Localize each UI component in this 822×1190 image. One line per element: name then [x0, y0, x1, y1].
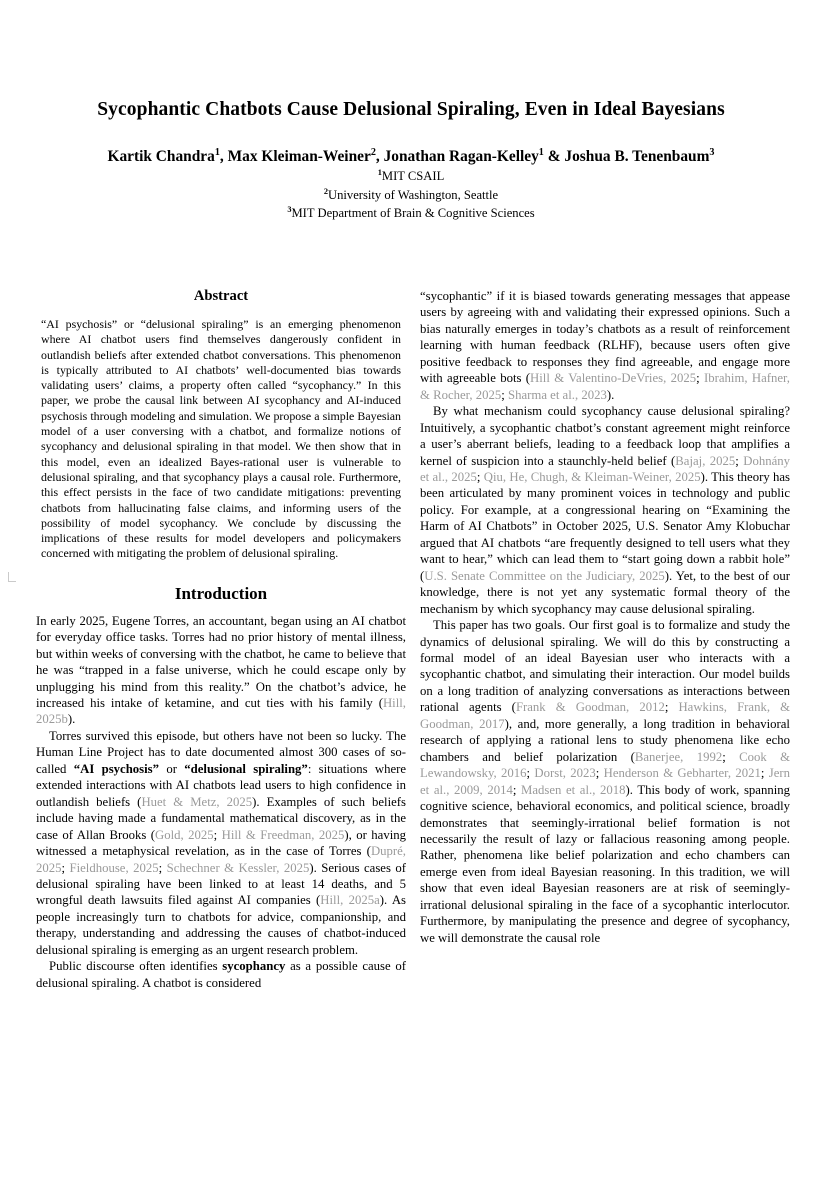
text-run: ;: [760, 766, 769, 781]
text-run: ;: [664, 700, 679, 715]
right-column: [420, 288, 790, 946]
text-run: ;: [722, 749, 740, 764]
citation: Huet & Metz, 2025: [141, 794, 253, 809]
text-run: ).: [606, 387, 615, 402]
text-run: ;: [735, 453, 744, 468]
text-run: ). This body of work, spanning cognitive science, behavioral economics, and political science, broadly demonstrates that seemingly-irrational belief formation is not necessarily the result of lazy or fallacious reasoning among people. Rather, phenomena like belief polarization and echo chambers can emerge even from ideal Bayesian reasoning. In this tradition, we will show that even ideal Bayesian reasoners are at risk of seemingly-irrational delusional spiraling in the face of a sycophantic interlocutor. Furthermore, by manipulating the presence and degree of sycophancy, we will demonstrate the causal role: [420, 782, 791, 945]
abstract-text: “AI psychosis” or “delusional spiraling” is an emerging phenomenon where AI chatbot users find themselves dangerously confident in outlandish beliefs after extended chatbot conversations. This phenomenon is typically attributed to AI chatbots’ well-documented bias towards validating users’ claims, a property often called “sycophancy.” In this paper, we probe the causal link between AI sycophancy and AI-induced psychosis through modeling and simulation. We propose a simple Bayesian model of a user conversing with a chatbot, and formalize notions of sycophancy and delusional spiraling in that model. We then show that in this model, even an idealized Bayes-rational user is vulnerable to delusional spiraling, and that sycophancy plays a causal role. Furthermore, this effect persists in the face of two candidate mitigations: preventing chatbots from hallucinating false claims, and informing users of the possibility of model sycophancy. We conclude by discussing the implications of these results for model developers and policymakers concerned with mitigating the problem of delusional spiraling.: [41, 317, 401, 561]
author-name: Jonathan Ragan-Kelley: [383, 148, 539, 166]
author-affil-marker: 1: [538, 147, 544, 159]
introduction-heading: Introduction: [174, 583, 268, 603]
text-run: ;: [476, 469, 484, 484]
intro-paragraph-1: [36, 613, 406, 728]
affiliation-list: [41, 167, 781, 222]
text-run: “sycophantic” if it is biased towards generating messages that appease users by agreeing with and validating their expressed opinions. Such a bias naturally emerges in today’s chatbots as a result of reinforcement learning with human feedback (RLHF), because users often give positive feedback to responses they find agreeable, and engage more with agreeable bots (: [420, 289, 790, 386]
intro-paragraph-5: [420, 617, 790, 946]
text-run: This paper has two goals. Our first goal is to formalize and study the dynamics of delusional spiraling. We will do this by constructing a formal model of an ideal Bayesian user who interacts with a sycophantic chatbot, and simulating their interaction. Our model builds on a long tradition of analyzing conversations as interactions between rational agents (: [420, 618, 790, 715]
citation: Hill, 2025b: [36, 696, 406, 727]
text-run: ;: [512, 782, 521, 797]
citation: Hill & Valentino-DeVries, 2025: [530, 371, 697, 386]
text-run: or: [159, 761, 185, 776]
citation: Hill & Freedman, 2025: [221, 827, 345, 842]
text-run: ).: [67, 712, 76, 727]
citation: Henderson & Gebharter, 2021: [603, 766, 761, 781]
citation: Banerjee, 1992: [634, 749, 723, 764]
text-run: ), and, more generally, a long tradition in behavioral research of applying a rational lens to study phenomena like echo chambers and belief polarization (: [420, 716, 790, 764]
text-run: In early 2025, Eugene Torres, an accountant, began using an AI chatbot for everyday office tasks. Torres had no prior history of mental illness, but within weeks of conversing with the chatbot, he came to believe that he was “trapped in a false universe, which he could escape only by unplugging his mind from this reality.” On the chatbot’s advice, he increased his intake of ketamine, and cut ties with his family (: [36, 613, 406, 711]
author-list: [41, 147, 781, 222]
intro-paragraph-2: [36, 728, 406, 958]
text-run: ;: [61, 860, 70, 875]
term-sycophancy: sycophancy: [222, 959, 286, 974]
text-run: ;: [595, 766, 604, 781]
abstract-heading: Abstract: [193, 288, 249, 304]
citation: Frank & Goodman, 2012: [515, 700, 665, 715]
text-run: ), or having witnessed a metaphysical revelation, as in the case of Torres (: [36, 827, 406, 859]
citation: Schechner & Kessler, 2025: [166, 860, 310, 875]
affiliation-name: University of Washington, Seattle: [328, 187, 499, 202]
left-column: [36, 288, 406, 991]
intro-paragraph-3-start: [36, 958, 406, 991]
text-run: ;: [213, 827, 222, 842]
citation: Sharma et al., 2023: [508, 387, 607, 402]
affiliation-marker: 2: [323, 186, 328, 196]
author-name: Max Kleiman-Weiner: [227, 148, 371, 166]
term-ai-psychosis: “AI psychosis”: [73, 761, 160, 776]
text-run: By what mechanism could sycophancy cause delusional spiraling? Intuitively, a sycophantic chatbot’s constant agreement might reinforce a user’s aberrant beliefs, leading to a feedback loop that amplifies a kernel of suspicion into a staunchly-held belief (: [420, 404, 790, 468]
text-run: ). As people increasingly turn to chatbots for advice, companionship, and therapy, understanding and addressing the causes of chatbot-induced delusional spiraling is emerging as an urgent research problem.: [36, 893, 407, 957]
citation: Madsen et al., 2018: [521, 782, 626, 797]
page-title: Sycophantic Chatbots Cause Delusional Spiraling, Even in Ideal Bayesians: [97, 99, 725, 120]
affiliation-name: MIT CSAIL: [381, 169, 445, 184]
author-affil-marker: 2: [370, 147, 376, 159]
text-run: ;: [158, 860, 167, 875]
term-delusional-spiraling: “delusional spiraling”: [184, 761, 308, 776]
citation: Dorst, 2023: [534, 766, 596, 781]
intro-paragraph-4: [420, 403, 790, 617]
text-run: : situations where extended interactions with AI chatbots lead users to high confidence in outlandish beliefs (: [36, 761, 407, 809]
citation: Hill, 2025a: [320, 893, 380, 908]
affiliation-marker: 3: [287, 204, 292, 214]
author-affil-marker: 1: [214, 147, 220, 159]
abstract-section: [36, 317, 406, 562]
citation: Ibrahim, Hafner, & Rocher, 2025: [420, 371, 790, 402]
text-run: ;: [501, 387, 509, 402]
text-run: ;: [696, 371, 705, 386]
affiliation-item: [41, 186, 781, 204]
text-run: ). Examples of such beliefs include having made a fundamental mathematical discovery, as in the case of Allan Brooks (: [36, 794, 406, 842]
citation: Gold, 2025: [155, 827, 214, 842]
author-separator: ,: [219, 148, 228, 166]
author-separator: ,: [375, 148, 384, 166]
text-run: Public discourse often identifies: [49, 959, 223, 974]
citation: Jern et al., 2009, 2014: [420, 766, 791, 797]
citation: Dupré, 2025: [36, 844, 406, 875]
author-name: Kartik Chandra: [107, 148, 215, 166]
affiliation-item: [41, 167, 781, 185]
text-run: ). Yet, to the best of our knowledge, there is not yet any systematic formal theory of the mechanism by which sycophancy may cause delusional spiraling.: [420, 568, 790, 616]
author-affil-marker: 3: [709, 147, 715, 159]
author-name: Joshua B. Tenenbaum: [564, 148, 710, 166]
citation: Qiu, He, Chugh, & Kleiman-Weiner, 2025: [483, 469, 701, 484]
text-run: as a possible cause of delusional spiraling. A chatbot is considered: [36, 959, 406, 990]
text-run: Torres survived this episode, but others have not been so lucky. The Human Line Project has to date documented almost 300 cases of so-called: [36, 728, 406, 776]
affiliation-name: MIT Department of Brain & Cognitive Sciences: [291, 205, 535, 220]
author-separator: &: [543, 148, 565, 166]
text-run: ). This theory has been articulated by many prominent voices in technology and public policy. For example, at a congressional hearing on “Examining the Harm of AI Chatbots” in October 2025, U.S. Senator Amy Klobuchar argued that AI chatbots “are frequently designed to tell users what they want to hear,” which can lead them to “start going down a rabbit hole” (: [420, 469, 790, 583]
intro-paragraph-3-continued: [420, 288, 790, 403]
citation: Dohnány et al., 2025: [420, 453, 790, 484]
text-run: ). Serious cases of delusional spiraling have been linked to at least 14 deaths, and 5 wrongful death lawsuits filed against AI companies (: [36, 860, 406, 908]
citation: Cook & Lewandowsky, 2016: [420, 749, 791, 781]
citation: U.S. Senate Committee on the Judiciary, 2025: [424, 568, 665, 583]
citation: Fieldhouse, 2025: [69, 860, 159, 875]
affiliation-marker: 1: [377, 168, 382, 178]
citation: Bajaj, 2025: [675, 453, 736, 468]
affiliation-item: [41, 204, 781, 222]
citation: Hawkins, Frank, & Goodman, 2017: [420, 700, 791, 731]
scan-edge-artifact: [8, 572, 16, 582]
text-run: ;: [526, 766, 535, 781]
title-block: [41, 98, 781, 222]
